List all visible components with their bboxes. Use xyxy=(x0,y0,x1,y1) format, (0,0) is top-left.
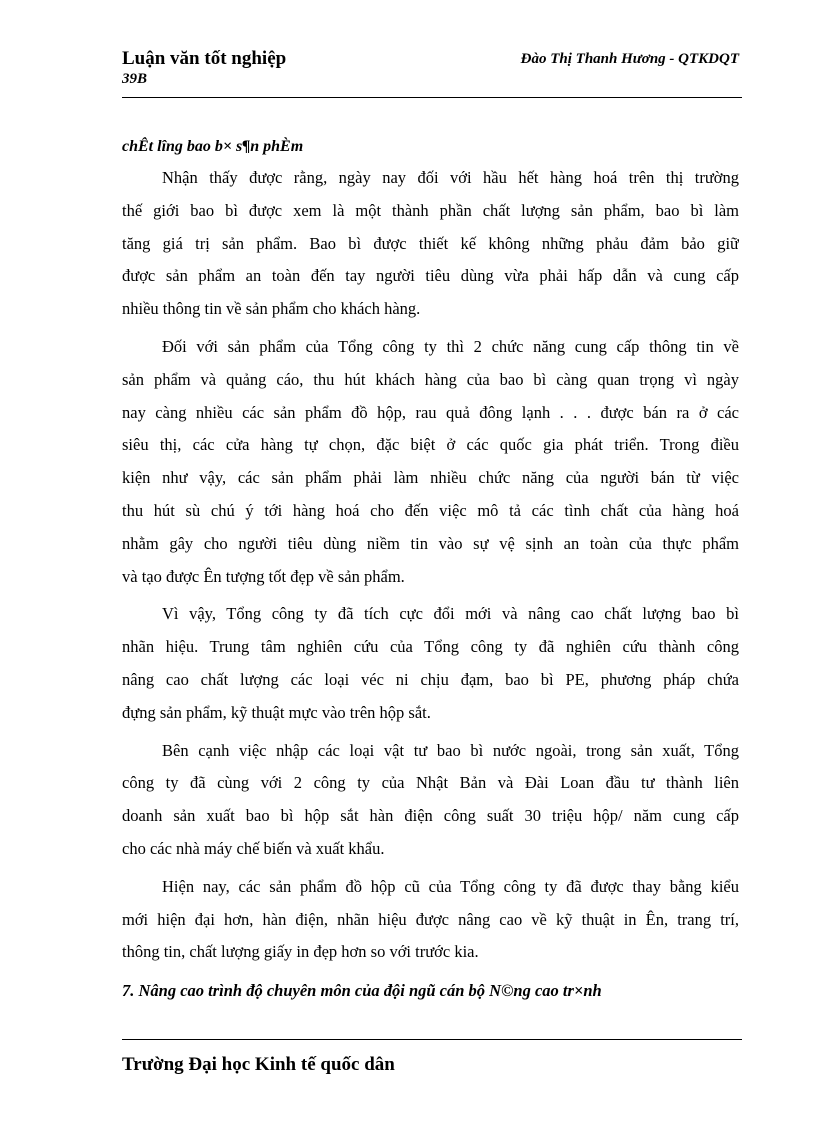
footer-divider xyxy=(122,1039,742,1040)
text-line: Nhận thấy được rằng, ngày nay đối với hầu hết hàng hoá trên thị trường xyxy=(162,168,739,187)
paragraph-3 xyxy=(122,598,739,729)
document-title-line1: Luận văn tốt nghiệp xyxy=(122,48,287,69)
text-line: công ty đã cùng với 2 công ty của Nhật Bản và Đài Loan đầu tư thành liên xyxy=(122,773,739,793)
text-line: tăng giá trị sản phẩm. Bao bì được thiết kế không những phảu đảm bảo giữ xyxy=(122,233,739,253)
paragraph-2 xyxy=(122,331,739,593)
header-divider xyxy=(122,97,742,98)
text-line: siêu thị, các cửa hàng tự chọn, đặc biệt ở các quốc gia phát triển. Trong điều xyxy=(122,435,739,455)
paragraph-5 xyxy=(122,871,739,969)
section-subheading: chÊt lîng bao b× s¶n phÈm xyxy=(122,138,304,155)
text-line: cho các nhà máy chế biến và xuất khẩu. xyxy=(122,838,385,858)
text-line: Đối với sản phẩm của Tổng công ty thì 2 chức năng cung cấp thông tin về xyxy=(162,336,739,356)
text-line: đựng sản phẩm, kỹ thuật mực vào trên hộp sắt. xyxy=(122,702,431,722)
text-line: kiện như vậy, các sản phẩm phải làm nhiều chức năng của người bán từ việc xyxy=(122,468,739,488)
section-heading: 7. Nâng cao trình độ chuyên môn của đội ngũ cán bộ N©ng cao tr×nh xyxy=(122,981,602,1001)
text-line: thu hút sù chú ý tới hàng hoá cho đến việc mô tả các tình chất của hàng hoá xyxy=(122,500,739,520)
text-line: nay càng nhiều các sản phẩm đồ hộp, rau quả đông lạnh . . . được bán ra ở các xyxy=(122,402,739,422)
text-line: mới hiện đại hơn, hàn điện, nhãn hiệu được nâng cao về kỹ thuật in Ên, trang trí, xyxy=(122,909,739,929)
text-line: Vì vậy, Tổng công ty đã tích cực đổi mới và nâng cao chất lượng bao bì xyxy=(162,604,739,624)
text-line: nâng cao chất lượng các loại véc ni chịu đạm, bao bì PE, phương pháp chứa xyxy=(122,669,739,689)
document-title xyxy=(122,48,286,89)
text-line: doanh sản xuất bao bì hộp sắt hàn điện công suất 30 triệu hộp/ năm cung cấp xyxy=(122,806,739,826)
text-line: nhiều thông tin về sản phẩm cho khách hàng. xyxy=(122,299,421,319)
paragraph-1 xyxy=(122,162,739,326)
text-line: nhãn hiệu. Trung tâm nghiên cứu của Tổng công ty đã nghiên cứu thành công xyxy=(122,637,739,657)
page-body xyxy=(122,132,739,1008)
text-line: thế giới bao bì được xem là một thành phần chất lượng sản phẩm, bao bì làm xyxy=(122,200,739,220)
text-line: nhằm gây cho người tiêu dùng niềm tin vào sự vệ sịnh an toàn của thực phẩm xyxy=(122,533,739,553)
text-line: được sản phẩm an toàn đến tay người tiêu dùng vừa phải hấp dẫn và cung cấp xyxy=(122,266,739,286)
paragraph-4 xyxy=(122,735,739,866)
text-line: thông tin, chất lượng giấy in đẹp hơn so với trước kia. xyxy=(122,942,479,962)
text-line: Bên cạnh việc nhập các loại vật tư bao bì nước ngoài, trong sản xuất, Tổng xyxy=(162,740,739,760)
text-line: và tạo được Ên tượng tốt đẹp về sản phẩm. xyxy=(122,566,405,586)
text-line: sản phẩm và quảng cáo, thu hút khách hàng của bao bì càng quan trọng vì ngày xyxy=(122,369,739,389)
text-line: Hiện nay, các sản phẩm đồ hộp cũ của Tổng công ty đã được thay bằng kiểu xyxy=(162,876,739,896)
author-name: Đào Thị Thanh Hương - QTKDQT xyxy=(520,51,739,67)
document-title-line2: 39B xyxy=(122,71,148,87)
footer-school-name: Trường Đại học Kinh tế quốc dân xyxy=(122,1054,395,1075)
